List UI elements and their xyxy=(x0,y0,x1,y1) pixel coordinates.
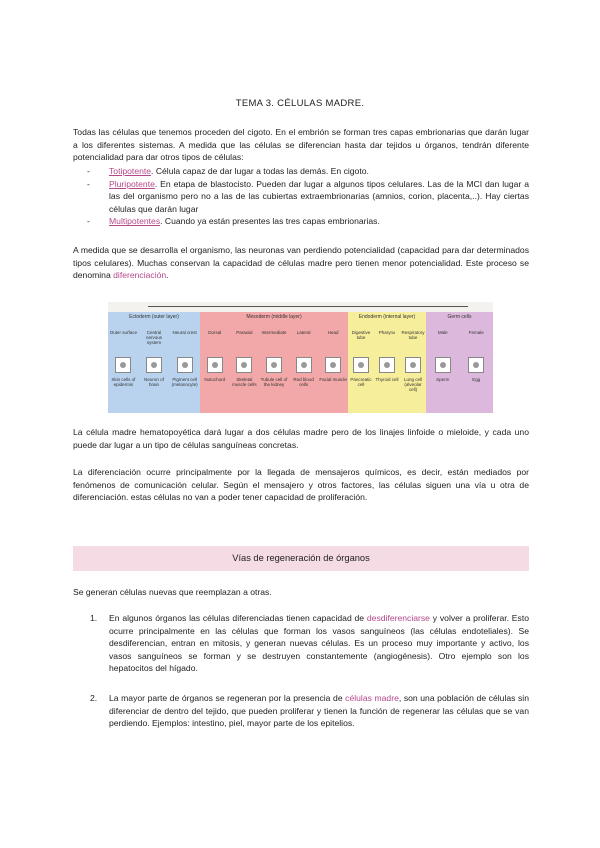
cell-nucleus xyxy=(241,362,247,368)
figure-cell-image xyxy=(146,357,162,373)
figure-cell-label: Sperm xyxy=(436,377,450,382)
term-highlight: desdiferenciarse xyxy=(366,613,430,623)
figure-group-label: Mesoderm (middle layer) xyxy=(246,314,302,320)
potency-list xyxy=(73,165,529,228)
cell-nucleus xyxy=(358,362,364,368)
cell-nucleus xyxy=(212,362,218,368)
development-paragraph: A medida que se desarrolla el organismo, las neuronas van perdiendo potencialidad (capacidad para dar determinados tipos celulares). Muchas conservan la capacidad de células madre pero tienen menor potencialidad. Este proceso se denomina diferenciación. xyxy=(73,245,529,281)
figure-cell-image xyxy=(266,357,282,373)
figure-cell-image xyxy=(296,357,312,373)
cell-nucleus xyxy=(151,362,157,368)
figure-type-label: Pharynx xyxy=(378,330,396,335)
figure-type-label: Respiratory tube xyxy=(401,330,425,341)
figure-cell-label: Pigment cell (melanocyte) xyxy=(171,377,198,388)
figure-cell-label: Facial muscle xyxy=(319,377,347,382)
figure-cell-label: Egg xyxy=(472,377,481,382)
figure-type-label: Digestive tube xyxy=(351,330,371,341)
term-highlight: diferenciación xyxy=(113,270,167,281)
figure-type-label: Male xyxy=(437,330,448,335)
hematopoietic-paragraph: La célula madre hematopoyética dará lugar a dos células madre pero de los linajes linfoide o mieloide, y cada uno puede dar lugar a un tipo de células sanguíneas concretas. xyxy=(73,427,529,450)
figure-type-label: Lateral xyxy=(296,330,311,335)
term-link[interactable]: Pluripotente xyxy=(109,178,155,189)
figure-type-label: Dorsal xyxy=(208,330,222,335)
figure-type-label: Female xyxy=(468,330,484,335)
figure-cell-label: Thyroid cell xyxy=(375,377,399,382)
figure-type-label: Outer surface xyxy=(109,330,137,335)
cell-nucleus xyxy=(271,362,277,368)
figure-cell-label: Lung cell (alveolar cell) xyxy=(403,377,422,393)
intro-paragraph: Todas las células que tenemos proceden del cigoto. En el embrión se forman tres capas embrionarias que darán lugar a los diferentes sistemas. A medida que las células se diferencian hasta dar tejidos u órganos, tendrán diferente potencialidad para dar otros tipos de células: xyxy=(73,127,529,163)
figure-cell-label: Tubule cell of the kidney xyxy=(260,377,288,388)
figure-cell-image xyxy=(325,357,341,373)
regeneration-intro: Se generan células nuevas que reemplazan a otras. xyxy=(73,587,272,597)
figure-type-label: Paraxial xyxy=(236,330,253,335)
section-heading: Vías de regeneración de órganos xyxy=(73,546,529,571)
figure-cell-label: Pancreatic cell xyxy=(350,377,372,388)
list-item: - Pluripotente. En etapa de blastocisto. Pueden dar lugar a algunos tipos celulares. Las de la MCI dan lugar a las del organismo pero no a las de las cubiertas extraembrionarias (amnios, corion, placenta,..). Hay ciertas células que darán lugar xyxy=(87,178,529,214)
figure-cell-image xyxy=(435,357,451,373)
germ-layer-figure xyxy=(108,302,493,413)
figure-type-label: Neural crest xyxy=(172,330,197,335)
list-item: - Multipotentes. Cuando ya están presentes las tres capas embrionarias. xyxy=(87,216,380,227)
cell-nucleus xyxy=(301,362,307,368)
regeneration-list-1 xyxy=(73,612,529,675)
figure-group-label: Germ cells xyxy=(447,314,472,320)
cell-nucleus xyxy=(410,362,416,368)
cell-nucleus xyxy=(182,362,188,368)
differentiation-paragraph: La diferenciación ocurre principalmente por la llegada de mensajeros químicos, es decir, están mediados por fenómenos de comunicación celular. Según el mensajero y otros factores, las células siguen una vía u otra de diferenciación. estas células no van a poder tener capacidad de proliferación. xyxy=(73,467,529,503)
figure-cell-image xyxy=(177,357,193,373)
figure-cell-image xyxy=(236,357,252,373)
figure-cell-label: Notochord xyxy=(204,377,226,382)
figure-group-label: Endoderm (internal layer) xyxy=(358,314,416,320)
cell-nucleus xyxy=(384,362,390,368)
list-item: 1. En algunos órganos las células diferenciadas tienen capacidad de desdiferenciarse y volver a proliferar. Esto ocurre principalmente en las células que forman los vasos sanguíneos (las células endoteliales). Se desdiferencian, entran en mitosis, y generan nuevas células. Es un proceso muy importante y activo, los vasos sanguíneos se forman y se destruyen constantemente (angiogénesis). Otro ejemplo son los hepatocitos del hígado. xyxy=(90,613,529,674)
cell-nucleus xyxy=(473,362,479,368)
term-highlight: células madre xyxy=(345,693,399,703)
figure-type-label: Head xyxy=(327,330,339,335)
figure-connector xyxy=(148,306,468,307)
figure-group-label: Ectoderm (outer layer) xyxy=(129,314,179,320)
figure-cell-image xyxy=(207,357,223,373)
regeneration-list-2 xyxy=(73,692,529,730)
figure-cell-label: Skeletal muscle cells xyxy=(232,377,257,388)
figure-type-label: Central nervous system xyxy=(145,330,162,346)
figure-cell-image xyxy=(379,357,395,373)
figure-cell-label: Neuron of brain xyxy=(144,377,164,388)
list-item: - Totipotente. Célula capaz de dar lugar a todas las demás. En cigoto. xyxy=(87,166,369,176)
figure-cell-image xyxy=(468,357,484,373)
cell-nucleus xyxy=(120,362,126,368)
figure-type-label: Intermediate xyxy=(261,330,287,335)
term-link[interactable]: Totipotente xyxy=(109,166,152,176)
figure-cell-image xyxy=(115,357,131,373)
cell-nucleus xyxy=(330,362,336,368)
figure-cell-image xyxy=(353,357,369,373)
list-item: 2. La mayor parte de órganos se regeneran por la presencia de células madre, son una población de células sin diferenciar de dentro del tejido, que pueden proliferar y tienen la función de regenerar las células que se van perdiendo. Ejemplos: intestino, piel, mayor parte de los epitelios. xyxy=(90,693,529,729)
figure-cell-label: Skin cells of epidermis xyxy=(111,377,136,388)
term-link[interactable]: Multipotentes xyxy=(109,216,161,227)
figure-cell-label: Red blood cells xyxy=(293,377,314,388)
figure-cell-image xyxy=(405,357,421,373)
cell-nucleus xyxy=(440,362,446,368)
page-title: TEMA 3. CÉLULAS MADRE. xyxy=(235,98,365,109)
